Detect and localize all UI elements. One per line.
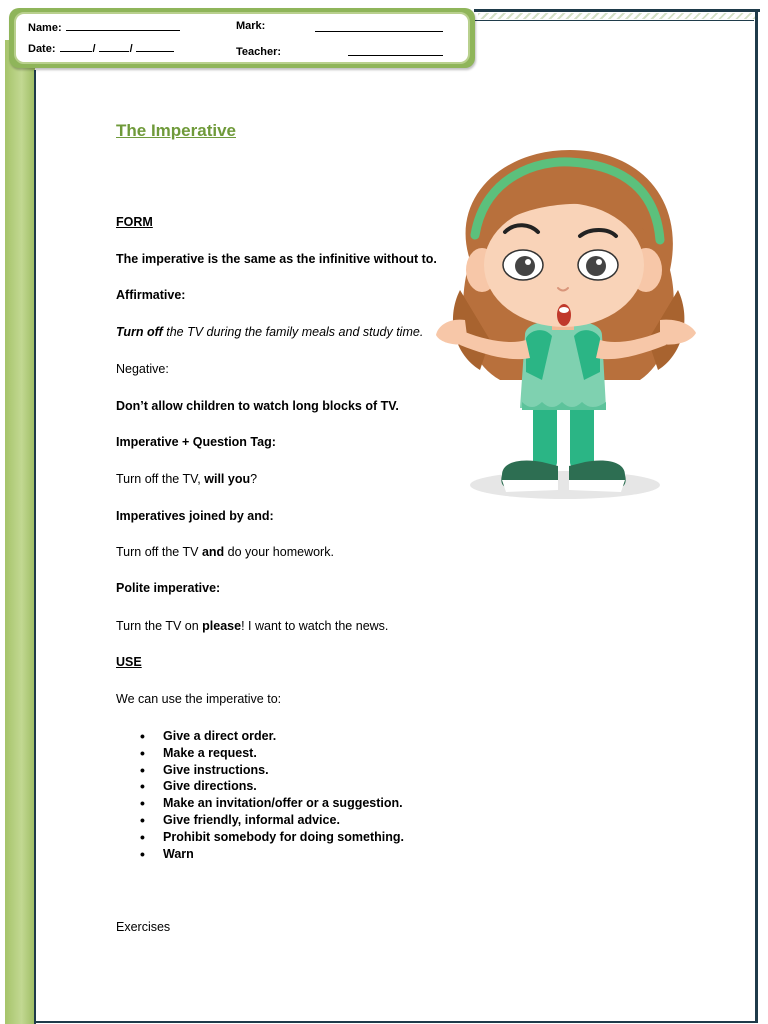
date-label: Date: (28, 43, 56, 55)
hand-left (436, 320, 468, 345)
polite-example (116, 619, 388, 633)
joined-example-start: Turn off the TV (116, 545, 202, 559)
list-item: • Give instructions. (140, 762, 404, 779)
eye-shine-right (596, 259, 602, 265)
date-day-blank[interactable] (60, 41, 92, 52)
joined-example-and: and (201, 545, 225, 559)
pupil-right (586, 256, 606, 276)
date-month-blank[interactable] (99, 41, 129, 52)
list-item: • Prohibit somebody for doing something. (140, 829, 404, 846)
list-item: • Warn (140, 846, 404, 863)
list-item: • Make a request. (140, 745, 404, 762)
joined-example-end: do your homework. (224, 545, 334, 559)
teacher-field[interactable] (236, 46, 281, 58)
name-blank[interactable] (66, 20, 180, 31)
hand-right (660, 320, 696, 345)
mark-label: Mark: (236, 20, 266, 32)
page-frame-bottom (30, 1021, 758, 1023)
shoe-sole-left (502, 480, 558, 492)
negative-label: Negative: (116, 362, 169, 376)
mark-field[interactable] (236, 20, 265, 32)
exercises-heading: Exercises (116, 920, 171, 934)
teeth (559, 307, 569, 313)
question-tag-example-start: Turn off the TV, (116, 472, 205, 486)
question-tag-label: Imperative + Question Tag: (116, 435, 276, 449)
list-item: • Give directions. (140, 778, 404, 795)
polite-example-end: ! I want to watch the news. (241, 619, 389, 633)
list-item: • Make an invitation/offer or a suggestion. (140, 795, 404, 812)
eye-shine-left (525, 259, 531, 265)
page-frame-top (474, 9, 760, 12)
mark-blank[interactable] (315, 31, 443, 32)
date-separator: / (92, 43, 96, 55)
page-frame-pattern (478, 13, 756, 19)
negative-example: Don’t allow children to watch long blocks of TV. (116, 399, 399, 413)
polite-label: Polite imperative: (116, 581, 221, 595)
polite-example-please: please (202, 619, 242, 633)
shoe-sole-right (569, 480, 625, 492)
date-separator: / (129, 43, 133, 55)
list-item: • Give friendly, informal advice. (140, 812, 404, 829)
left-green-bar (5, 40, 35, 1024)
affirmative-example-rest: the TV during the family meals and study time. (162, 325, 424, 339)
page-frame-right (755, 9, 758, 1023)
date-field[interactable] (28, 41, 174, 55)
question-tag-example-tag: will you (204, 472, 251, 486)
teacher-blank[interactable] (348, 55, 443, 56)
affirmative-label: Affirmative: (116, 288, 186, 302)
name-field[interactable] (28, 20, 180, 34)
left-bar-border (34, 70, 36, 1024)
date-year-blank[interactable] (136, 41, 174, 52)
joined-example (116, 545, 334, 559)
use-list (140, 728, 404, 862)
use-intro: We can use the imperative to: (116, 692, 282, 706)
name-label: Name: (28, 22, 62, 34)
teacher-label: Teacher: (236, 46, 282, 58)
polite-example-start: Turn the TV on (116, 619, 203, 633)
affirmative-example-verb: Turn off (116, 325, 163, 339)
definition-text: The imperative is the same as the infinitive without to. (116, 252, 437, 266)
use-heading: USE (116, 655, 142, 669)
ground-shadow (470, 471, 660, 499)
joined-label: Imperatives joined by and: (116, 509, 274, 523)
form-heading: FORM (116, 215, 153, 229)
list-item: • Give a direct order. (140, 728, 404, 745)
affirmative-example (116, 325, 423, 339)
question-tag-example-end: ? (250, 472, 258, 486)
page-title: The Imperative (116, 121, 236, 140)
cartoon-girl-illustration (430, 140, 705, 505)
pupil-left (515, 256, 535, 276)
question-tag-example (116, 472, 257, 486)
